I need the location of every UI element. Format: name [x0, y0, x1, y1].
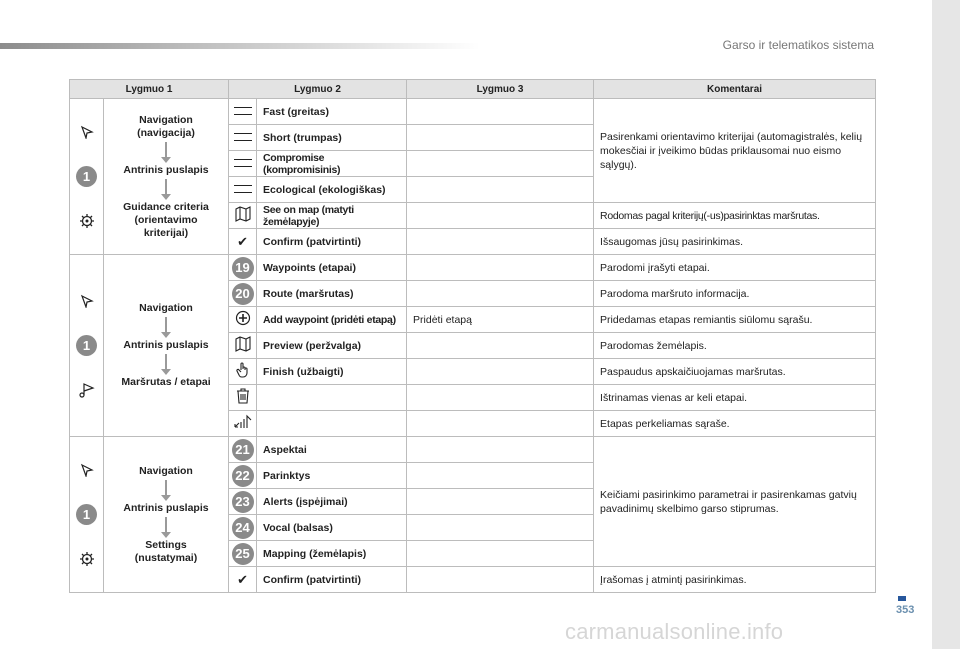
level3-cell — [407, 99, 594, 125]
col-header-level2: Lygmuo 2 — [229, 80, 407, 99]
level3-cell — [407, 437, 594, 463]
comment-cell: Ištrinamas vienas ar keli etapai. — [594, 385, 876, 411]
watermark: carmanualsonline.info — [565, 619, 784, 644]
level3-cell — [407, 125, 594, 151]
level3-cell — [407, 333, 594, 359]
badge-1: 1 — [76, 335, 97, 356]
option-ecological: Ecological (ekologiškas) — [257, 177, 407, 203]
badge-20: 20 — [232, 283, 254, 305]
table-header — [70, 80, 876, 99]
level3-cell — [407, 541, 594, 567]
group2-icons — [70, 255, 104, 437]
option-delete — [257, 385, 407, 411]
option-mapping: Mapping (žemėlapis) — [257, 541, 407, 567]
group1-level1: Navigation (navigacija) Antrinis puslapis Guidance criteria (orientavimo kriterijai) — [104, 99, 229, 255]
settings-gear-icon — [77, 549, 97, 569]
option-options: Parinktys — [257, 463, 407, 489]
comment-cell: Įrašomas į atmintį pasirinkimas. — [594, 567, 876, 593]
map-icon — [235, 336, 251, 352]
group1-comment: Pasirenkami orientavimo kriterijai (automagistralės, kelių mokesčiai ir įveikimo būdas priklausomai nuo eismo sąlygų). — [594, 99, 876, 203]
check-icon: ✔ — [237, 233, 248, 249]
navigation-icon — [77, 460, 97, 480]
option-aspects: Aspektai — [257, 437, 407, 463]
arrow-down-icon — [165, 142, 167, 158]
section-title: Garso ir telematikos sistema — [722, 38, 874, 52]
comment-cell: Parodoma maršruto informacija. — [594, 281, 876, 307]
option-preview: Preview (peržvalga) — [257, 333, 407, 359]
map-icon — [235, 206, 251, 222]
option-route: Route (maršrutas) — [257, 281, 407, 307]
level3-cell — [407, 151, 594, 177]
option-finish: Finish (užbaigti) — [257, 359, 407, 385]
page-marker — [898, 596, 906, 601]
level3-cell — [407, 359, 594, 385]
group3-icons — [70, 437, 104, 593]
hand-icon-cell — [229, 359, 257, 385]
arrow-down-icon — [165, 517, 167, 533]
group3-comment: Keičiami pasirinkimo parametrai ir pasirenkamas gatvių pavadinimų skelbimo garso stiprumas. — [594, 437, 876, 567]
badge-19: 19 — [232, 257, 254, 279]
badge-24: 24 — [232, 517, 254, 539]
option-fast: Fast (greitas) — [257, 99, 407, 125]
badge-22: 22 — [232, 465, 254, 487]
comment-cell: Etapas perkeliamas sąraše. — [594, 411, 876, 437]
comment-cell: Pridedamas etapas remiantis siūlomu sąrašu. — [594, 307, 876, 333]
check-icon: ✔ — [237, 571, 248, 587]
map-icon-cell — [229, 333, 257, 359]
reorder-icon-cell — [229, 411, 257, 437]
arrow-down-icon — [165, 317, 167, 333]
plus-icon-cell — [229, 307, 257, 333]
navigation-icon — [77, 122, 97, 142]
trash-icon-cell — [229, 385, 257, 411]
table-row — [70, 437, 876, 463]
option-vocal: Vocal (balsas) — [257, 515, 407, 541]
badge-21: 21 — [232, 439, 254, 461]
comment-cell: Parodomas žemėlapis. — [594, 333, 876, 359]
level3-cell — [407, 463, 594, 489]
option-add-waypoint: Add waypoint (pridėti etapą) — [257, 307, 407, 333]
col-header-level1: Lygmuo 1 — [70, 80, 229, 99]
bar-icon-cell — [229, 177, 257, 203]
badge-23: 23 — [232, 491, 254, 513]
comment-cell: Rodomas pagal kriterijų(-us)pasirinktas maršrutas. — [594, 203, 876, 229]
bar-icon-cell — [229, 99, 257, 125]
side-strip — [932, 0, 960, 649]
level3-cell — [407, 281, 594, 307]
navigation-icon — [77, 291, 97, 311]
level3-cell — [407, 203, 594, 229]
level3-cell — [407, 229, 594, 255]
settings-gear-icon — [77, 211, 97, 231]
option-move — [257, 411, 407, 437]
bar-icon — [234, 185, 252, 193]
option-compromise: Compromise (kompromisinis) — [257, 151, 407, 177]
group3-level1: Navigation Antrinis puslapis Settings (nustatymai) — [104, 437, 229, 593]
group1-icons — [70, 99, 104, 255]
option-confirm: Confirm (patvirtinti) — [257, 567, 407, 593]
map-icon-cell — [229, 203, 257, 229]
trash-icon — [236, 388, 250, 404]
badge-1: 1 — [76, 504, 97, 525]
comment-cell: Paspaudus apskaičiuojamas maršrutas. — [594, 359, 876, 385]
level3-cell — [407, 385, 594, 411]
menu-table — [69, 79, 876, 593]
plus-icon — [235, 310, 251, 326]
badge-25: 25 — [232, 543, 254, 565]
level3-cell — [407, 515, 594, 541]
level3-cell: Pridėti etapą — [407, 307, 594, 333]
option-waypoints: Waypoints (etapai) — [257, 255, 407, 281]
header-gradient-bar — [0, 43, 480, 49]
col-header-comments: Komentarai — [594, 80, 876, 99]
page-number: 353 — [896, 604, 915, 616]
option-short: Short (trumpas) — [257, 125, 407, 151]
level3-cell — [407, 567, 594, 593]
option-see-on-map: See on map (matyti žemėlapyje) — [257, 203, 407, 229]
arrow-down-icon — [165, 480, 167, 496]
arrow-down-icon — [165, 354, 167, 370]
level3-cell — [407, 177, 594, 203]
level3-cell — [407, 255, 594, 281]
option-alerts: Alerts (įspėjimai) — [257, 489, 407, 515]
comment-cell: Išsaugomas jūsų pasirinkimas. — [594, 229, 876, 255]
bar-icon-cell — [229, 125, 257, 151]
level3-cell — [407, 411, 594, 437]
comment-cell: Parodomi įrašyti etapai. — [594, 255, 876, 281]
option-confirm: Confirm (patvirtinti) — [257, 229, 407, 255]
level3-cell — [407, 489, 594, 515]
check-icon-cell — [229, 229, 257, 255]
badge-1: 1 — [76, 166, 97, 187]
reorder-icon — [233, 414, 253, 430]
bar-icon-cell — [229, 151, 257, 177]
bar-icon — [234, 107, 252, 115]
bar-icon — [234, 133, 252, 141]
check-icon-cell — [229, 567, 257, 593]
bar-icon — [234, 159, 252, 167]
arrow-down-icon — [165, 179, 167, 195]
group2-level1: Navigation Antrinis puslapis Maršrutas / etapai — [104, 255, 229, 437]
table-row — [70, 255, 876, 281]
flag-route-icon — [77, 380, 97, 400]
hand-icon — [235, 362, 251, 378]
col-header-level3: Lygmuo 3 — [407, 80, 594, 99]
table-row — [70, 99, 876, 125]
